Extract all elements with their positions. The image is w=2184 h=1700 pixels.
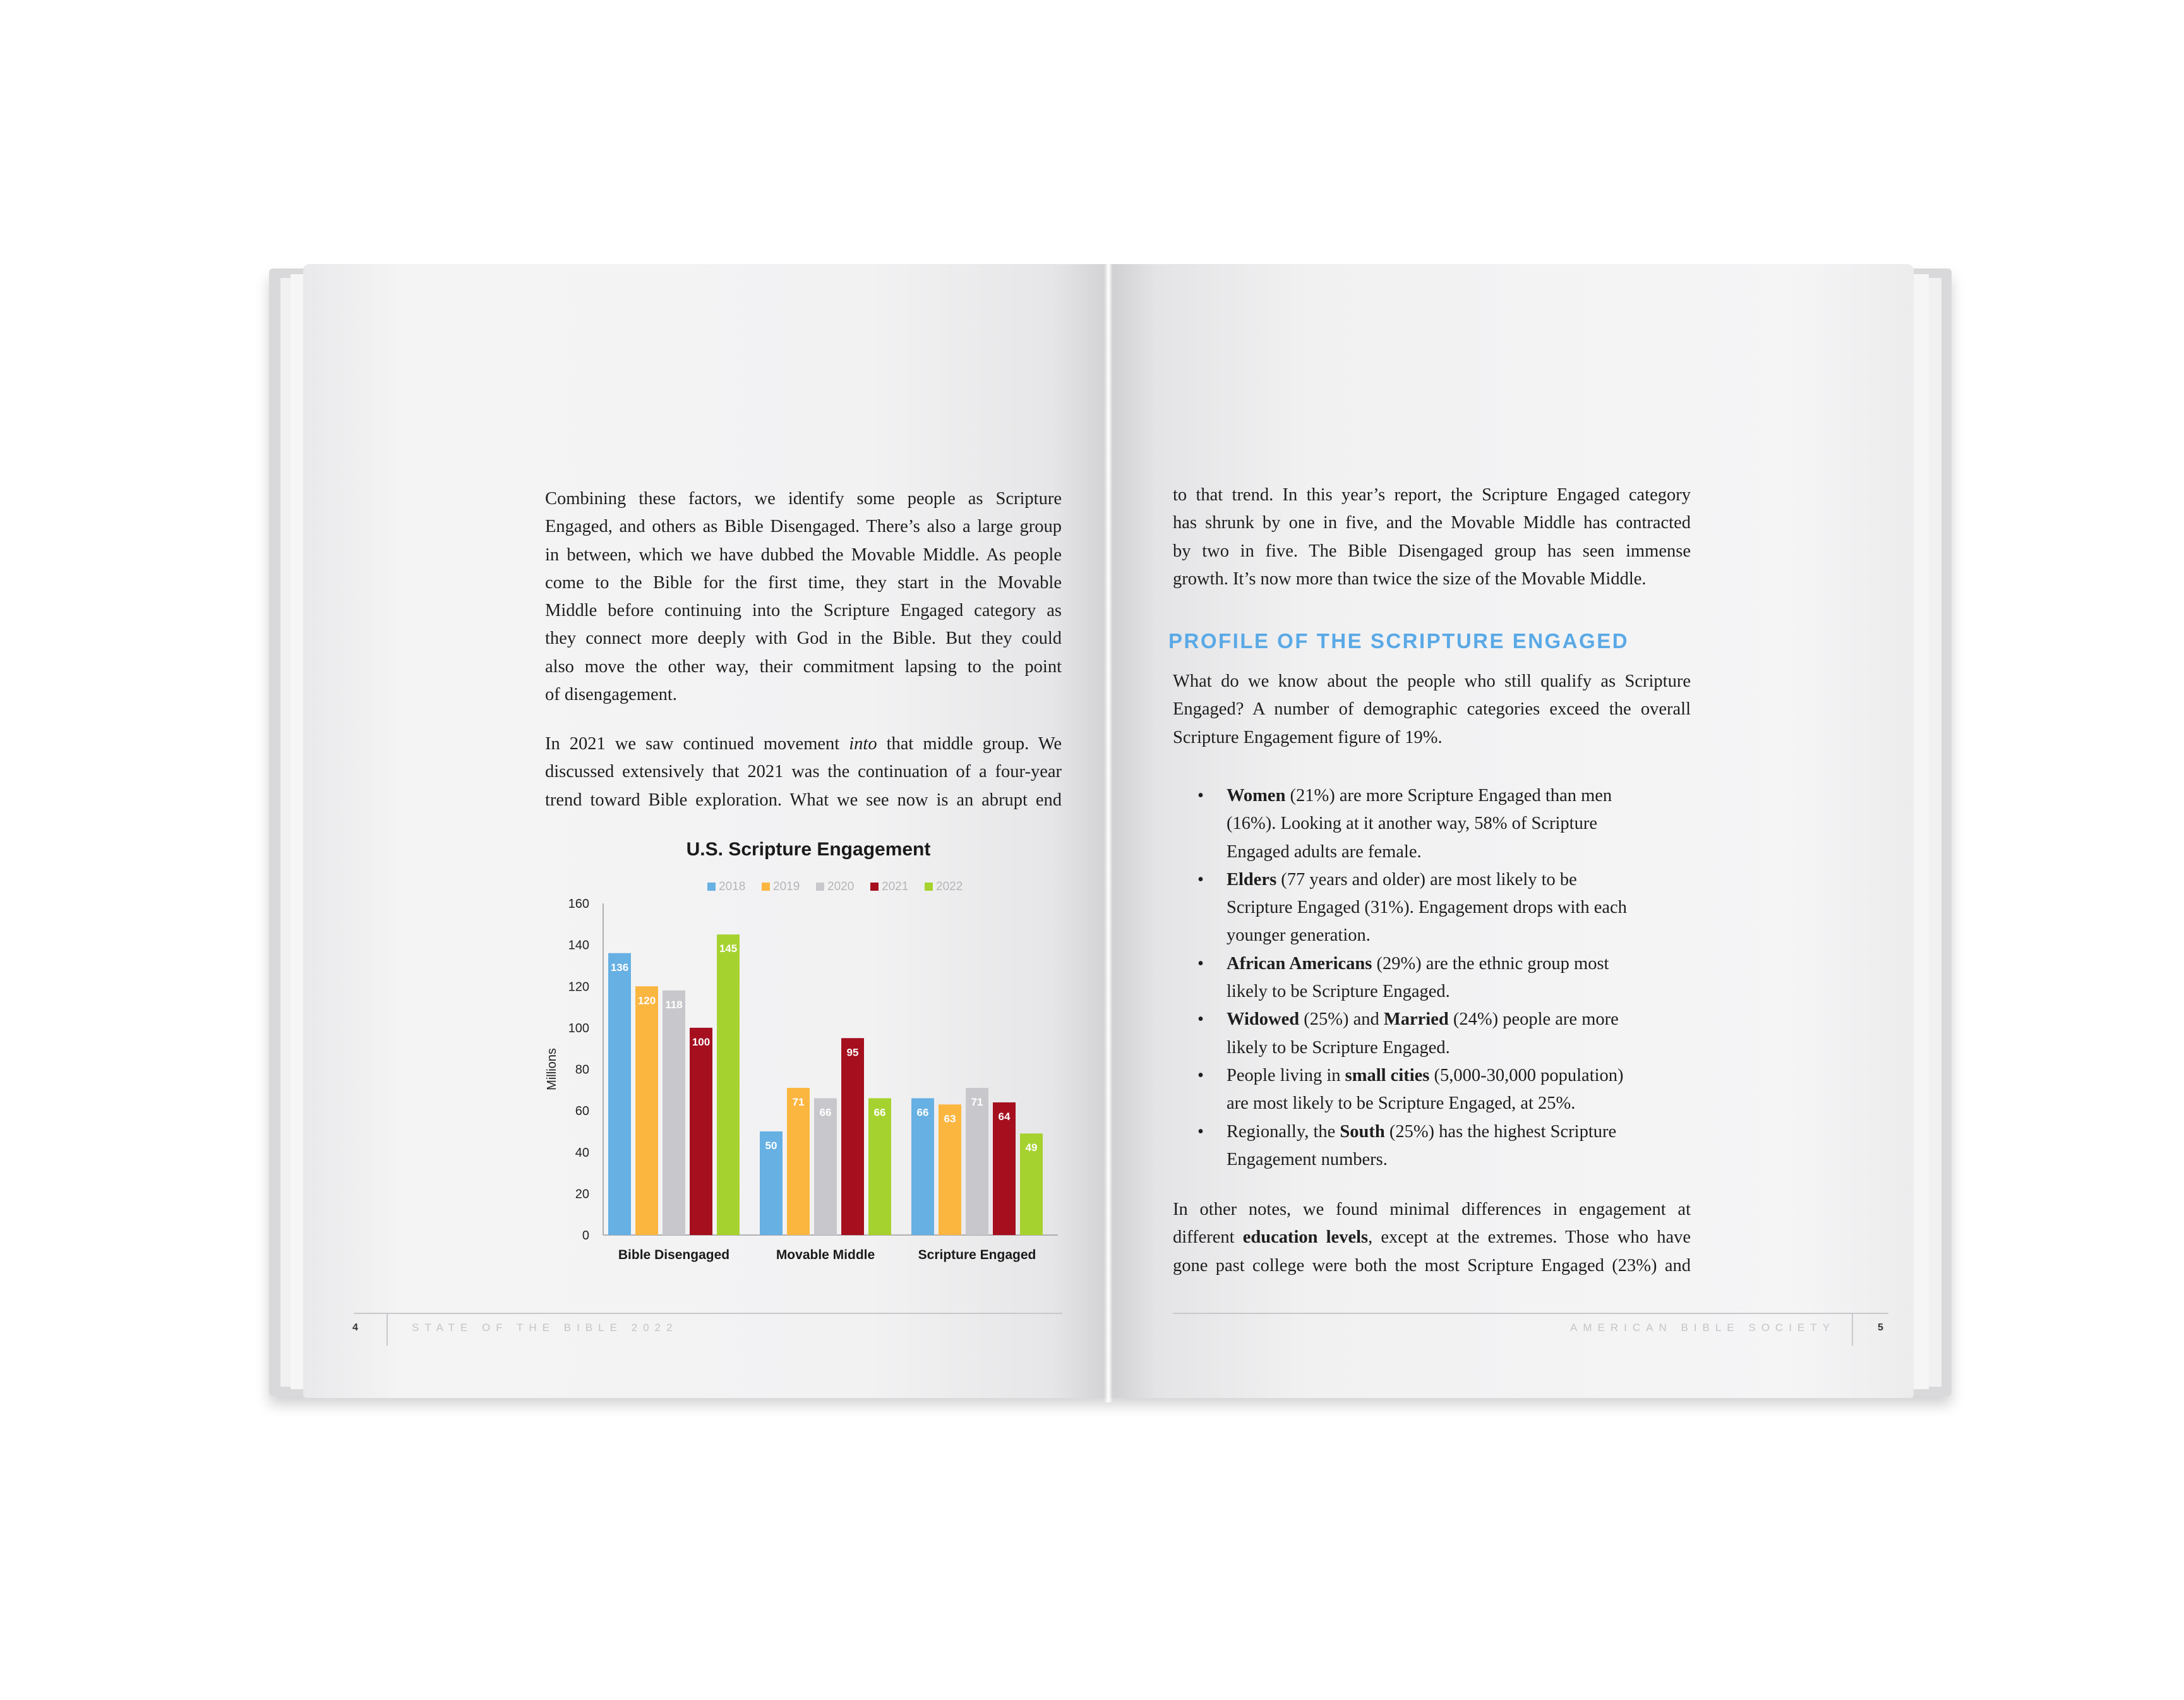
left-running-footer: STATE OF THE BIBLE 2022 — [412, 1322, 678, 1334]
text-fragment: , except at the extremes. Those who have — [1368, 1227, 1691, 1248]
text-line: also move the other way, their commitment lapsing to the point — [545, 656, 1062, 677]
left-footer-divider — [387, 1313, 388, 1346]
legend-swatch — [816, 883, 824, 891]
bullet-dot: • — [1197, 1065, 1204, 1085]
bold-text: education levels — [1242, 1227, 1369, 1248]
bar-value-label: 120 — [637, 994, 656, 1007]
x-category-label: Movable Middle — [776, 1248, 875, 1262]
bold-text: small cities — [1345, 1065, 1430, 1085]
bar — [635, 986, 658, 1235]
text-line: of disengagement. — [545, 685, 677, 705]
y-tick-label: 160 — [568, 897, 589, 911]
bar — [814, 1098, 837, 1235]
legend-swatch — [762, 883, 770, 891]
text-line — [1227, 1062, 1677, 1090]
text-line — [1227, 866, 1677, 894]
text-line — [1173, 1224, 1691, 1251]
bullet-dot: • — [1197, 869, 1204, 889]
right-paragraph-3 — [1173, 1196, 1691, 1280]
bar-value-label: 63 — [944, 1112, 956, 1125]
bar-value-label: 50 — [765, 1139, 777, 1152]
text-line: younger generation. — [1227, 925, 1371, 946]
list-item — [1197, 1118, 1677, 1174]
bold-text: Elders — [1227, 869, 1277, 889]
bar — [608, 953, 631, 1235]
bar-value-label: 118 — [665, 998, 683, 1011]
legend-label: 2022 — [936, 880, 963, 893]
text-fragment: (25%) and — [1299, 1010, 1384, 1030]
bar-value-label: 145 — [719, 943, 738, 955]
text-line: likely to be Scripture Engaged. — [1227, 1037, 1450, 1058]
bar-value-label: 136 — [610, 961, 629, 974]
text-fragment: People living in — [1227, 1065, 1345, 1085]
left-page-number: 4 — [352, 1322, 358, 1333]
legend-swatch — [870, 883, 879, 891]
bar-value-label: 100 — [692, 1035, 711, 1048]
right-page-number: 5 — [1878, 1322, 1883, 1333]
bar-value-label: 66 — [873, 1106, 886, 1119]
list-item — [1197, 782, 1677, 866]
bar-value-label: 64 — [998, 1111, 1011, 1123]
text-line: in between, which we have dubbed the Movable Middle. As people — [545, 545, 1062, 565]
y-tick-label: 120 — [568, 980, 589, 994]
y-tick-label: 40 — [575, 1145, 589, 1160]
legend-label: 2019 — [773, 880, 800, 893]
bold-text: Married — [1383, 1010, 1449, 1030]
left-paragraph-1 — [545, 485, 1062, 709]
text-line: (16%). Looking at it another way, 58% of Scripture — [1227, 814, 1597, 834]
text-line — [1227, 950, 1677, 978]
right-paragraph-2 — [1173, 668, 1691, 752]
right-footer-rule — [1173, 1313, 1888, 1314]
bar-value-label: 95 — [846, 1046, 859, 1059]
text-line — [1227, 1006, 1677, 1034]
right-running-footer: AMERICAN BIBLE SOCIETY — [1570, 1322, 1835, 1334]
text-fragment: (24%) people are more — [1448, 1010, 1619, 1030]
emphasis-text: into — [849, 734, 877, 754]
bold-text: Widowed — [1227, 1010, 1300, 1030]
bar-value-label: 66 — [916, 1106, 929, 1119]
text-fragment: (25%) has the highest Scripture — [1384, 1121, 1617, 1142]
text-line: trend toward Bible exploration. What we see now is an abrupt end — [545, 790, 1062, 810]
bar-chart — [543, 869, 1074, 1273]
list-item — [1197, 866, 1677, 950]
bold-text: African Americans — [1227, 953, 1372, 974]
text-line: Combining these factors, we identify some people as Scripture — [545, 489, 1062, 509]
legend-label: 2021 — [882, 880, 909, 893]
text-line — [1227, 1118, 1677, 1146]
x-category-label: Scripture Engaged — [918, 1248, 1036, 1262]
bar-value-label: 71 — [792, 1096, 805, 1109]
bold-text: Women — [1227, 786, 1286, 805]
text-fragment: In 2021 we saw continued movement — [545, 734, 849, 754]
text-fragment: different — [1173, 1227, 1243, 1248]
y-tick-label: 20 — [575, 1187, 589, 1202]
text-line: In other notes, we found minimal differences in engagement at — [1173, 1200, 1691, 1219]
bar — [787, 1088, 810, 1235]
text-line: come to the Bible for the first time, they start in the Movable — [545, 572, 1062, 593]
y-tick-label: 140 — [568, 938, 589, 953]
list-item — [1197, 1062, 1677, 1118]
text-fragment: Regionally, the — [1227, 1121, 1340, 1142]
text-line: Scripture Engaged (31%). Engagement drops with each — [1227, 898, 1627, 918]
list-item — [1197, 950, 1677, 1006]
text-line — [1227, 782, 1677, 810]
legend-label: 2020 — [827, 880, 855, 893]
bar-value-label: 66 — [819, 1106, 832, 1119]
text-line: gone past college were both the most Scripture Engaged (23%) and — [1173, 1255, 1691, 1275]
bar — [690, 1028, 712, 1235]
text-line: to that trend. In this year’s report, the Scripture Engaged category — [1173, 485, 1691, 505]
bar — [911, 1098, 934, 1235]
y-tick-label: 100 — [568, 1021, 589, 1035]
book-gutter — [1104, 259, 1113, 1402]
text-line: Engaged adults are female. — [1227, 841, 1422, 862]
right-paragraph-1 — [1173, 481, 1691, 593]
text-fragment: (21%) are more Scripture Engaged than men — [1285, 786, 1612, 805]
bullet-dot: • — [1197, 786, 1204, 805]
text-line: Engaged, and others as Bible Disengaged. There’s also a large group — [545, 517, 1062, 537]
text-line: likely to be Scripture Engaged. — [1227, 982, 1450, 1002]
bar — [868, 1098, 891, 1235]
bold-text: South — [1340, 1121, 1385, 1142]
x-category-label: Bible Disengaged — [618, 1248, 730, 1262]
text-line — [545, 730, 1062, 758]
legend-swatch — [925, 883, 933, 891]
y-axis-label: Millions — [545, 1048, 559, 1090]
text-line: What do we know about the people who still qualify as Scripture — [1173, 672, 1691, 691]
section-heading: PROFILE OF THE SCRIPTURE ENGAGED — [1168, 629, 1629, 653]
text-line: they connect more deeply with God in the Bible. But they could — [545, 629, 1062, 649]
bullet-dot: • — [1197, 953, 1204, 974]
text-line: growth. It’s now more than twice the size of the Movable Middle. — [1173, 569, 1647, 589]
right-footer-divider — [1852, 1313, 1853, 1346]
bullet-dot: • — [1197, 1010, 1204, 1030]
text-fragment: (29%) are the ethnic group most — [1372, 953, 1609, 974]
text-fragment: that middle group. We — [877, 734, 1062, 754]
bar — [841, 1038, 864, 1235]
bar — [717, 934, 740, 1235]
bar — [966, 1088, 988, 1235]
text-line: by two in five. The Bible Disengaged group has seen immense — [1173, 541, 1691, 561]
y-tick-label: 60 — [575, 1104, 589, 1119]
list-item — [1197, 1006, 1677, 1062]
bar-value-label: 49 — [1025, 1142, 1038, 1154]
y-tick-label: 0 — [582, 1229, 589, 1243]
text-line: Engagement numbers. — [1227, 1149, 1388, 1169]
chart-title: U.S. Scripture Engagement — [686, 839, 931, 860]
bullet-dot: • — [1197, 1121, 1204, 1142]
left-footer-rule — [354, 1313, 1062, 1314]
text-line: are most likely to be Scripture Engaged, at 25%. — [1227, 1094, 1576, 1114]
bar — [663, 991, 685, 1235]
legend-swatch — [707, 883, 716, 891]
text-line: has shrunk by one in five, and the Movable Middle has contracted — [1173, 513, 1691, 533]
text-fragment: (77 years and older) are most likely to be — [1276, 869, 1577, 889]
text-line: discussed extensively that 2021 was the continuation of a four-year — [545, 762, 1062, 782]
demographics-list — [1197, 782, 1677, 1174]
text-fragment: (5,000-30,000 population) — [1429, 1065, 1624, 1085]
text-line: Middle before continuing into the Scripture Engaged category as — [545, 601, 1062, 621]
bar-value-label: 71 — [971, 1096, 983, 1109]
left-paragraph-2 — [545, 730, 1062, 814]
text-line: Scripture Engagement figure of 19%. — [1173, 727, 1443, 747]
legend-label: 2018 — [719, 880, 746, 893]
y-tick-label: 80 — [575, 1063, 589, 1077]
text-line: Engaged? A number of demographic categories exceed the overall — [1173, 699, 1691, 720]
